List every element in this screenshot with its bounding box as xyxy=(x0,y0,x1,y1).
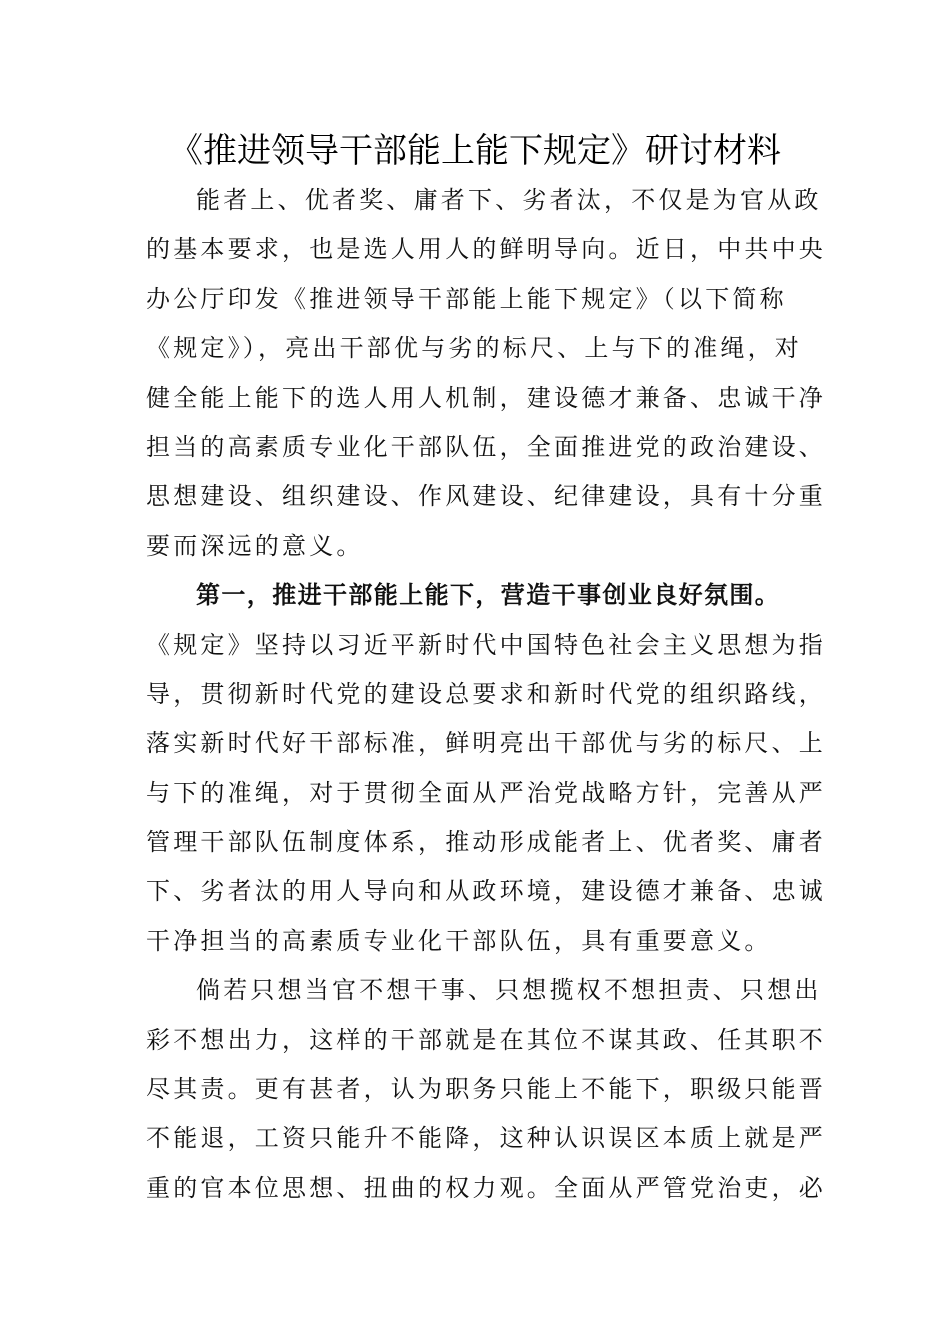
paragraph-line: 思想建设、组织建设、作风建设、纪律建设，具有十分重 xyxy=(146,482,826,511)
paragraph-line: 倘若只想当官不想干事、只想揽权不想担责、只想出 xyxy=(196,976,822,1005)
paragraph-line: 能者上、优者奖、庸者下、劣者汰，不仅是为官从政 xyxy=(196,186,822,214)
paragraph-line: 导，贯彻新时代党的建设总要求和新时代党的组织路线， xyxy=(146,679,826,708)
paragraph-line: 《规定》坚持以习近平新时代中国特色社会主义思想为指 xyxy=(146,630,826,659)
paragraph-line: 健全能上能下的选人用人机制，建设德才兼备、忠诚干净 xyxy=(146,383,826,412)
paragraph-line: 不能退，工资只能升不能降，这种认识误区本质上就是严 xyxy=(146,1124,826,1153)
paragraph-line: 办公厅印发《推进领导干部能上能下规定》（以下简称 xyxy=(146,284,787,313)
paragraph-line: 尽其责。更有甚者，认为职务只能上不能下，职级只能晋 xyxy=(146,1075,826,1104)
paragraph-line: 彩不想出力，这样的干部就是在其位不谋其政、任其职不 xyxy=(146,1025,826,1054)
document-body xyxy=(146,176,826,1213)
paragraph-line: 的基本要求，也是选人用人的鲜明导向。近日，中共中央 xyxy=(146,235,826,264)
paragraph-line: 要而深远的意义。 xyxy=(146,531,364,560)
paragraph-line: 与下的准绳，对于贯彻全面从严治党战略方针，完善从严 xyxy=(146,778,826,807)
paragraph-line: 干净担当的高素质专业化干部队伍，具有重要意义。 xyxy=(146,926,772,955)
document-title: 《推进领导干部能上能下规定》研讨材料 xyxy=(169,131,781,171)
paragraph-line: 落实新时代好干部标准，鲜明亮出干部优与劣的标尺、上 xyxy=(146,729,826,758)
section-heading: 第一，推进干部能上能下，营造干事创业良好氛围。 xyxy=(196,581,781,610)
paragraph-line: 管理干部队伍制度体系，推动形成能者上、优者奖、庸者 xyxy=(146,828,826,857)
paragraph-line: 下、劣者汰的用人导向和从政环境，建设德才兼备、忠诚 xyxy=(146,877,826,906)
paragraph-line: 《规定》），亮出干部优与劣的标尺、上与下的准绳，对 xyxy=(146,334,802,363)
paragraph-line: 重的官本位思想、扭曲的权力观。全面从严管党治吏，必 xyxy=(146,1173,826,1202)
paragraph-line: 担当的高素质专业化干部队伍，全面推进党的政治建设、 xyxy=(146,432,826,461)
